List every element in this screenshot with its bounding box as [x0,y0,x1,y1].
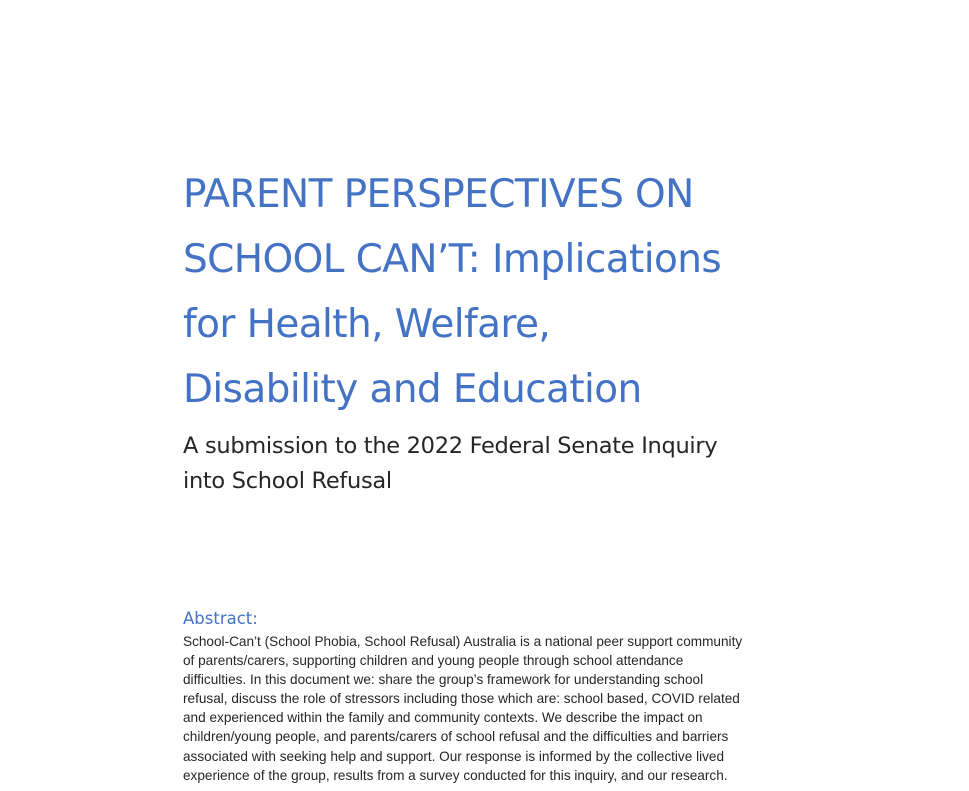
abstract-line: of parents/carers, supporting children and young people through school attendance [183,653,684,669]
abstract-line: experience of the group, results from a survey conducted for this inquiry, and our research. [183,767,728,783]
abstract-heading: Abstract: [183,609,258,628]
document-title [183,162,843,422]
abstract-line: and experienced within the family and community contexts. We describe the impact on [183,710,703,726]
abstract-paragraph [183,632,813,785]
title-line: for Health, Welfare, [183,302,551,347]
subtitle-line: A submission to the 2022 Federal Senate Inquiry [183,433,718,459]
title-line: Disability and Education [183,367,642,412]
document-subtitle [183,429,823,499]
abstract-line: difficulties. In this document we: share the group’s framework for understanding school [183,672,704,688]
title-line: SCHOOL CAN’T: Implications [183,237,722,282]
title-line: PARENT PERSPECTIVES ON [183,172,694,217]
abstract-line: associated with seeking help and support. Our response is informed by the collective lived [183,748,725,764]
abstract-line: School-Can’t (School Phobia, School Refusal) Australia is a national peer support community [183,634,743,649]
abstract-line: children/young people, and parents/carers of school refusal and the difficulties and barriers [183,729,729,745]
abstract-line: refusal, discuss the role of stressors including those which are: school based, COVID related [183,691,740,707]
subtitle-line: into School Refusal [183,468,392,494]
